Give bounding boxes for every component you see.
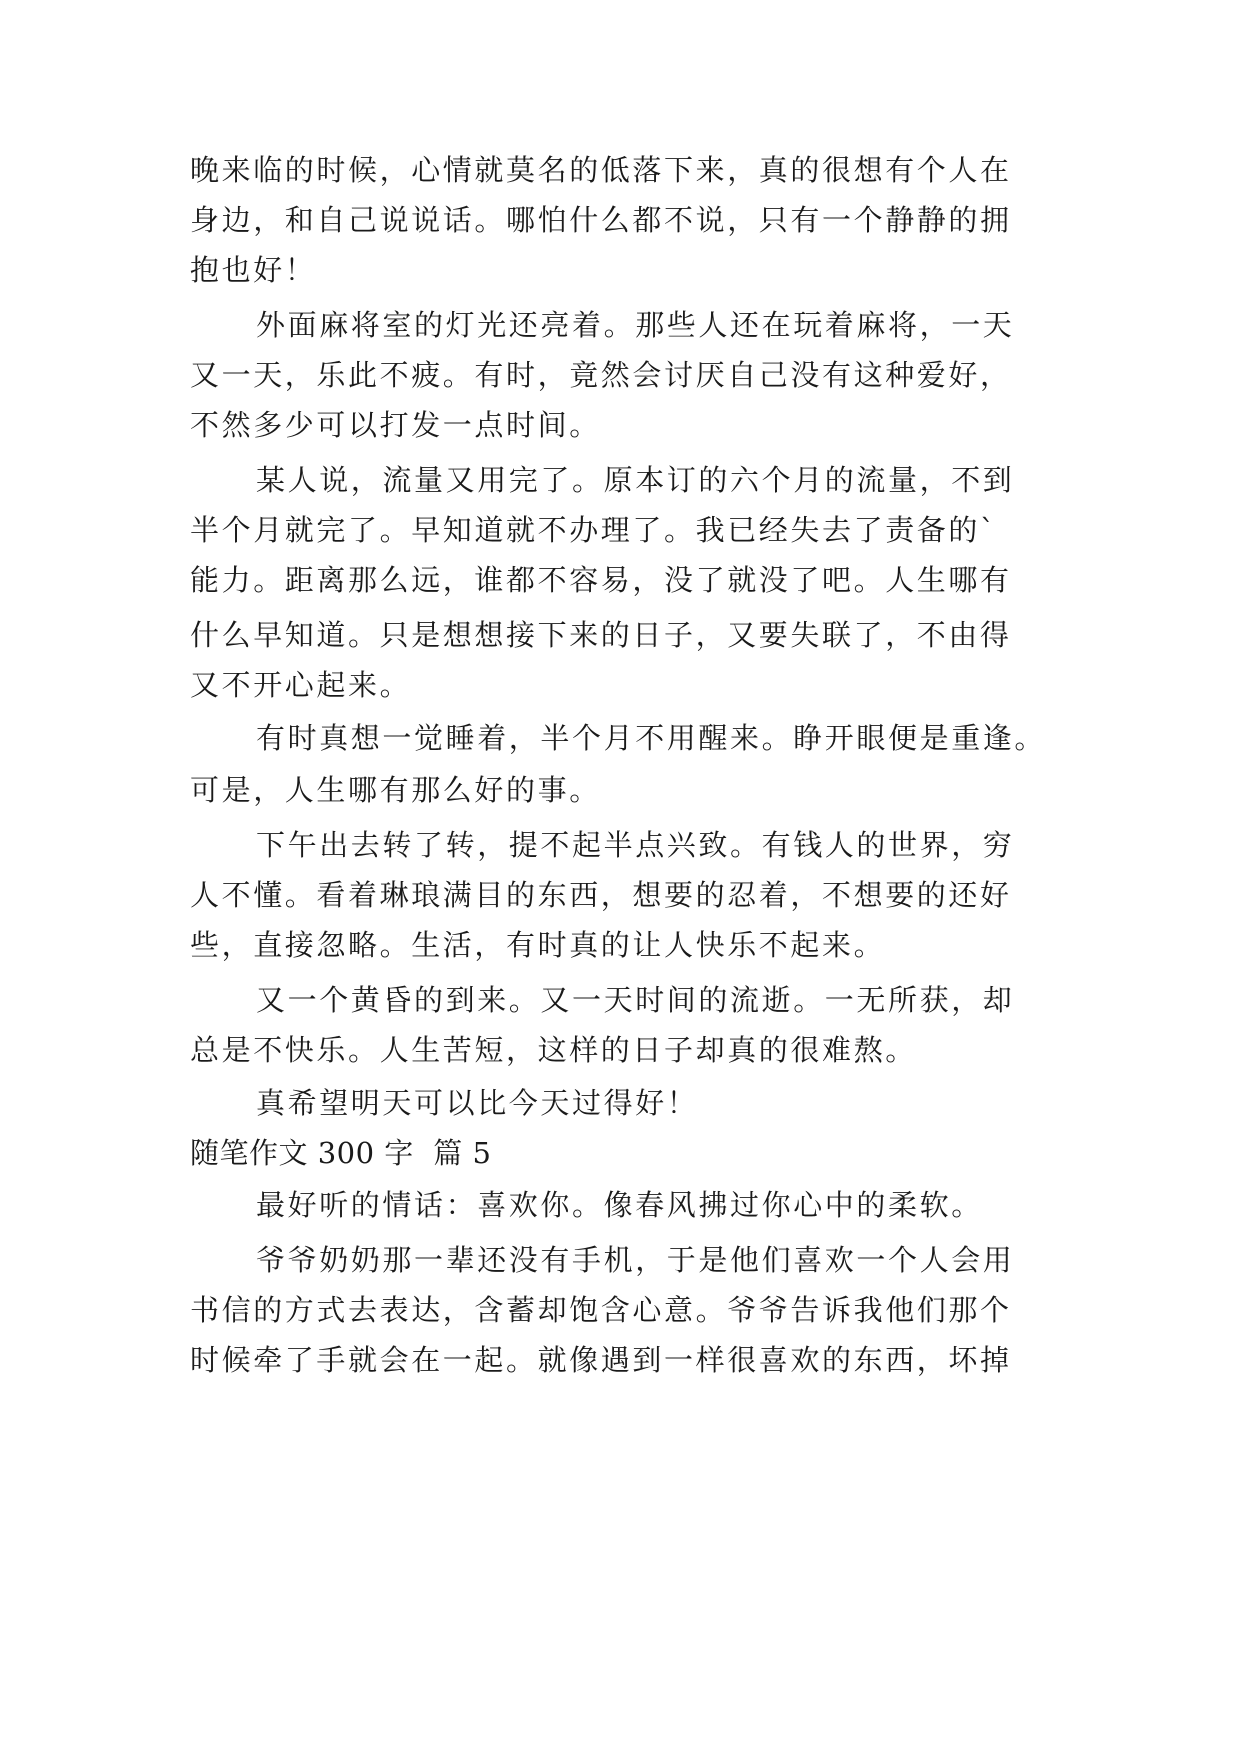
- text-line: 总是不快乐。人生苦短，这样的日子却真的很难熬。: [190, 1033, 917, 1067]
- text-line: 身边，和自己说说话。哪怕什么都不说，只有一个静静的拥: [190, 203, 1012, 237]
- text-line: 可是，人生哪有那么好的事。: [190, 773, 601, 807]
- text-line: 真希望明天可以比今天过得好！: [256, 1086, 699, 1120]
- text-line: 下午出去转了转，提不起半点兴致。有钱人的世界，穷: [256, 828, 1015, 862]
- text-line: 不然多少可以打发一点时间。: [190, 408, 601, 442]
- text-line: 抱也好！: [190, 253, 317, 287]
- text-line: 又一个黄昏的到来。又一天时间的流逝。一无所获，却: [256, 983, 1015, 1017]
- text-line: 时候牵了手就会在一起。就像遇到一样很喜欢的东西，坏掉: [190, 1343, 1012, 1377]
- text-line: 书信的方式去表达，含蓄却饱含心意。爷爷告诉我他们那个: [190, 1293, 1012, 1327]
- text-line: 人不懂。看着琳琅满目的东西，想要的忍着，不想要的还好: [190, 878, 1012, 912]
- text-line: 又不开心起来。: [190, 668, 412, 702]
- text-line: 某人说，流量又用完了。原本订的六个月的流量，不到: [256, 463, 1015, 497]
- text-line: 爷爷奶奶那一辈还没有手机，于是他们喜欢一个人会用: [256, 1243, 1015, 1277]
- text-line: 又一天，乐此不疲。有时，竟然会讨厌自己没有这种爱好，: [190, 358, 1012, 392]
- text-line: 半个月就完了。早知道就不办理了。我已经失去了责备的`: [190, 513, 998, 547]
- text-line: 外面麻将室的灯光还亮着。那些人还在玩着麻将，一天: [256, 308, 1015, 342]
- section-heading: 随笔作文 300 字 篇 5: [190, 1136, 492, 1170]
- text-line: 能力。距离那么远，谁都不容易，没了就没了吧。人生哪有: [190, 563, 1012, 597]
- text-line: 晚来临的时候，心情就莫名的低落下来，真的很想有个人在: [190, 153, 1012, 187]
- text-line: 什么早知道。只是想想接下来的日子，又要失联了，不由得: [190, 618, 1012, 652]
- text-line: 最好听的情话：喜欢你。像春风拂过你心中的柔软。: [256, 1188, 983, 1222]
- text-line: 有时真想一觉睡着，半个月不用醒来。睁开眼便是重逢。: [256, 721, 1047, 755]
- text-line: 些，直接忽略。生活，有时真的让人快乐不起来。: [190, 928, 886, 962]
